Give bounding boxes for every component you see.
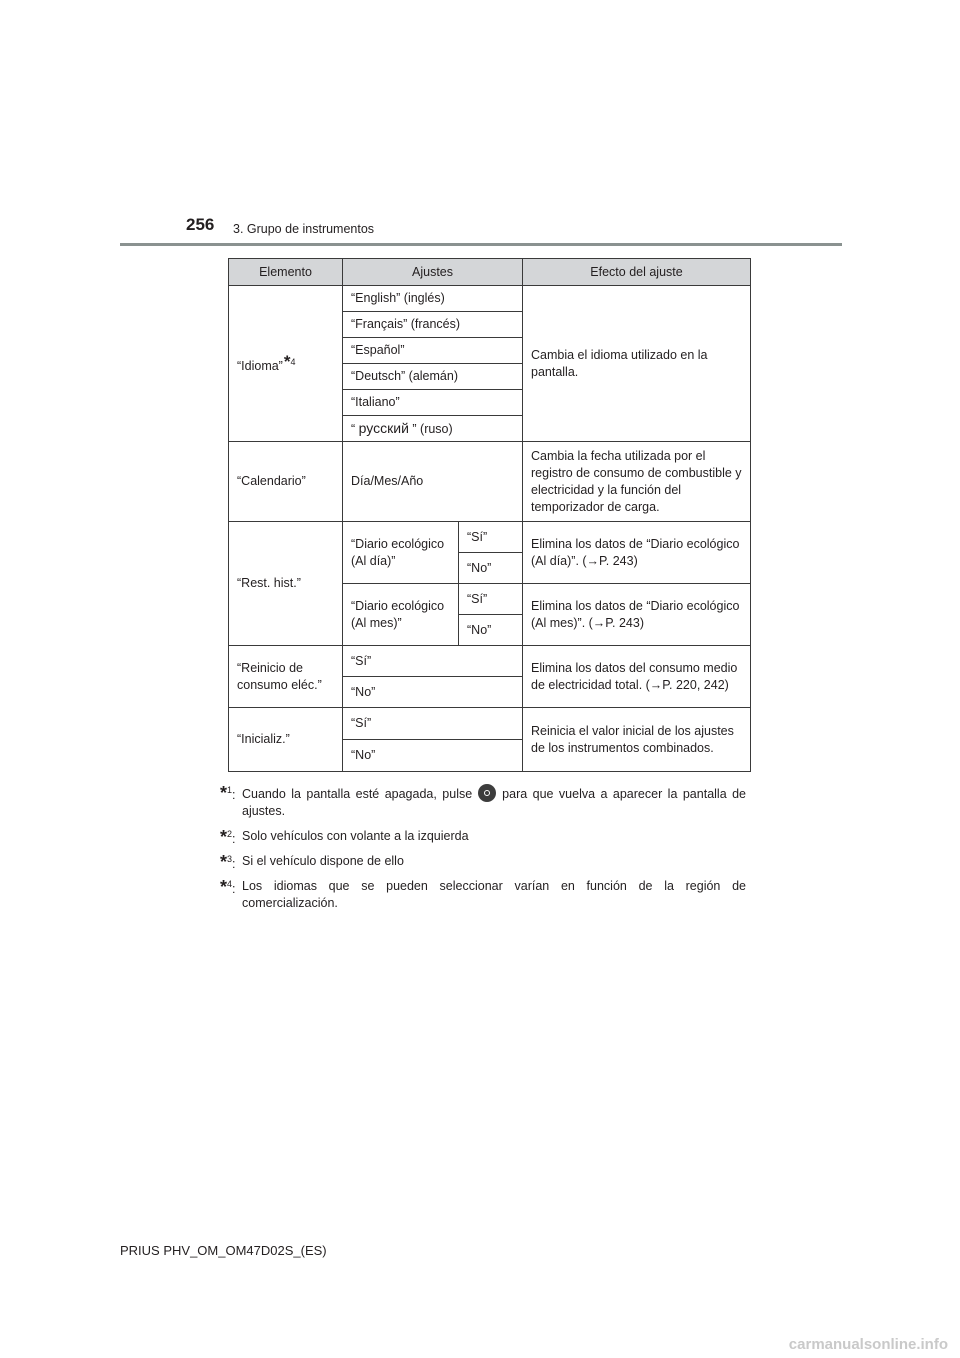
setting-deutsch: “Deutsch” (alemán)	[343, 364, 523, 390]
option-no: “No”	[343, 740, 523, 772]
option-si: “Sí”	[343, 708, 523, 740]
column-header-elemento: Elemento	[229, 259, 343, 286]
page-number: 256	[186, 215, 215, 234]
table-row	[229, 708, 751, 740]
table-row	[229, 646, 751, 677]
setting-francais: “Français” (francés)	[343, 312, 523, 338]
header-rule	[120, 243, 842, 246]
footnote-2	[220, 828, 746, 845]
watermark: carmanualsonline.info	[788, 1336, 948, 1353]
effect-diario-dia: Elimina los datos de “Diario ecológico (Al día)”. (→P. 243)	[523, 522, 751, 584]
setting-espanol: “Español”	[343, 338, 523, 364]
table-row	[229, 522, 751, 553]
option-si: “Sí”	[343, 646, 523, 677]
setting-diario-mes: “Diario ecológico (Al mes)”	[343, 584, 459, 646]
setting-english: “English” (inglés)	[343, 286, 523, 312]
effect-diario-mes: Elimina los datos de “Diario ecológico (Al mes)”. (→P. 243)	[523, 584, 751, 646]
footnote-3	[220, 853, 746, 870]
item-reinicio: “Reinicio de consumo eléc.”	[229, 646, 343, 708]
item-calendario: “Calendario”	[229, 442, 343, 522]
footnotes	[220, 784, 746, 920]
footnote-mark: *$^1$:	[220, 783, 236, 803]
dial-button-icon	[478, 784, 496, 802]
footnote-1	[220, 784, 746, 820]
effect-idioma: Cambia el idioma utilizado en la pantalla.	[523, 286, 751, 442]
ruso-suffix: ” (ruso)	[412, 421, 453, 436]
item-idioma	[229, 286, 343, 442]
setting-diario-dia: “Diario ecológico (Al día)”	[343, 522, 459, 584]
footnote-text: Cuando la pantalla esté apagada, pulse	[242, 787, 473, 801]
footnote-4	[220, 878, 746, 912]
footnote-mark: *$^3$:	[220, 852, 236, 872]
footnote-text: Solo vehículos con volante a la izquierda	[242, 829, 469, 843]
effect-calendario: Cambia la fecha utilizada por el registro de consumo de combustible y electricidad y la función del temporizador de carga.	[523, 442, 751, 522]
table-row	[229, 442, 751, 522]
column-header-efecto: Efecto del ajuste	[523, 259, 751, 286]
option-si: “Sí”	[459, 522, 523, 553]
footnote-text: Si el vehículo dispone de ello	[242, 854, 404, 868]
setting-ruso	[343, 416, 523, 442]
effect-inicializ: Reinicia el valor inicial de los ajustes de los instrumentos combinados.	[523, 708, 751, 772]
item-idioma-label: “Idioma”	[237, 358, 283, 373]
table-row	[229, 286, 751, 312]
item-rest-hist: “Rest. hist.”	[229, 522, 343, 646]
setting-italiano: “Italiano”	[343, 390, 523, 416]
footnote-mark: *$^2$:	[220, 827, 236, 847]
column-header-ajustes: Ajustes	[343, 259, 523, 286]
section-title: 3. Grupo de instrumentos	[233, 222, 375, 236]
option-si: “Sí”	[459, 584, 523, 615]
item-inicializ: “Inicializ.”	[229, 708, 343, 772]
document-id: PRIUS PHV_OM_OM47D02S_(ES)	[120, 1243, 327, 1258]
footnote-text: para que vuelva a aparecer la pantalla de ajustes.	[242, 787, 746, 818]
footnote-mark: *$^4$:	[220, 877, 236, 897]
ruso-word: русский	[358, 419, 409, 436]
option-no: “No”	[343, 677, 523, 708]
note-mark: *	[283, 351, 291, 371]
effect-reinicio: Elimina los datos del consumo medio de electricidad total. (→P. 220, 242)	[523, 646, 751, 708]
setting-calendario: Día/Mes/Año	[343, 442, 523, 522]
settings-table	[228, 258, 751, 772]
note-number: 4	[290, 356, 296, 367]
option-no: “No”	[459, 615, 523, 646]
ruso-open-quote: “	[351, 421, 356, 436]
table-header-row	[229, 259, 751, 286]
footnote-text: Los idiomas que se pueden seleccionar varían en función de la región de comercialización.	[242, 879, 746, 910]
option-no: “No”	[459, 553, 523, 584]
